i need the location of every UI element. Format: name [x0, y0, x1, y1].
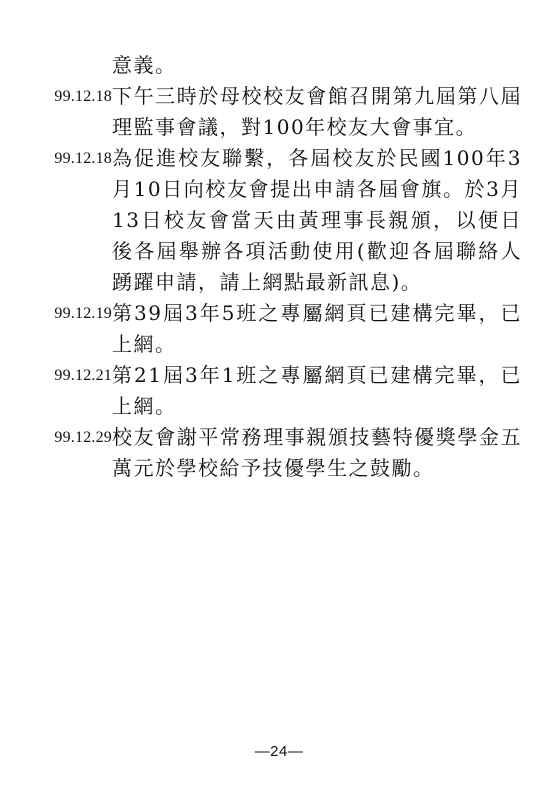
page-number: —24— — [254, 743, 304, 760]
chronicle-entry — [0, 360, 558, 422]
chronicle-entry — [0, 422, 558, 484]
entry-text: 為促進校友聯繫，各屆校友於民國100年3月10日向校友會提出申請各屆會旗。於3月13日校友會當天由黃理事長親頒，以便日後各屆舉辦各項活動使用(歡迎各屆聯絡人踴躍申請，請上網點最新訊息)。 — [112, 146, 522, 294]
chronicle-entry — [0, 81, 558, 143]
entry-date: 99.12.29 — [54, 429, 112, 446]
entry-text: 校友會謝平常務理事親頒技藝特優獎學金五萬元於學校給予技優學生之鼓勵。 — [112, 425, 522, 480]
entry-date: 99.12.21 — [54, 367, 112, 384]
chronicle-entry — [0, 143, 558, 298]
entry-date: 99.12.18 — [54, 88, 112, 105]
entry-text: 第39屆3年5班之專屬網頁已建構完畢，已上網。 — [112, 301, 522, 356]
entry-date: 99.12.18 — [54, 150, 112, 167]
chronicle-entry — [0, 50, 558, 81]
entry-text: 意義。 — [112, 53, 177, 77]
entry-text: 下午三時於母校校友會館召開第九屆第八屆理監事會議，對100年校友大會事宜。 — [112, 84, 522, 139]
chronicle-entries — [0, 50, 558, 484]
chronicle-entry — [0, 298, 558, 360]
entry-text: 第21屆3年1班之專屬網頁已建構完畢，已上網。 — [112, 363, 522, 418]
entry-date: 99.12.19 — [54, 305, 112, 322]
